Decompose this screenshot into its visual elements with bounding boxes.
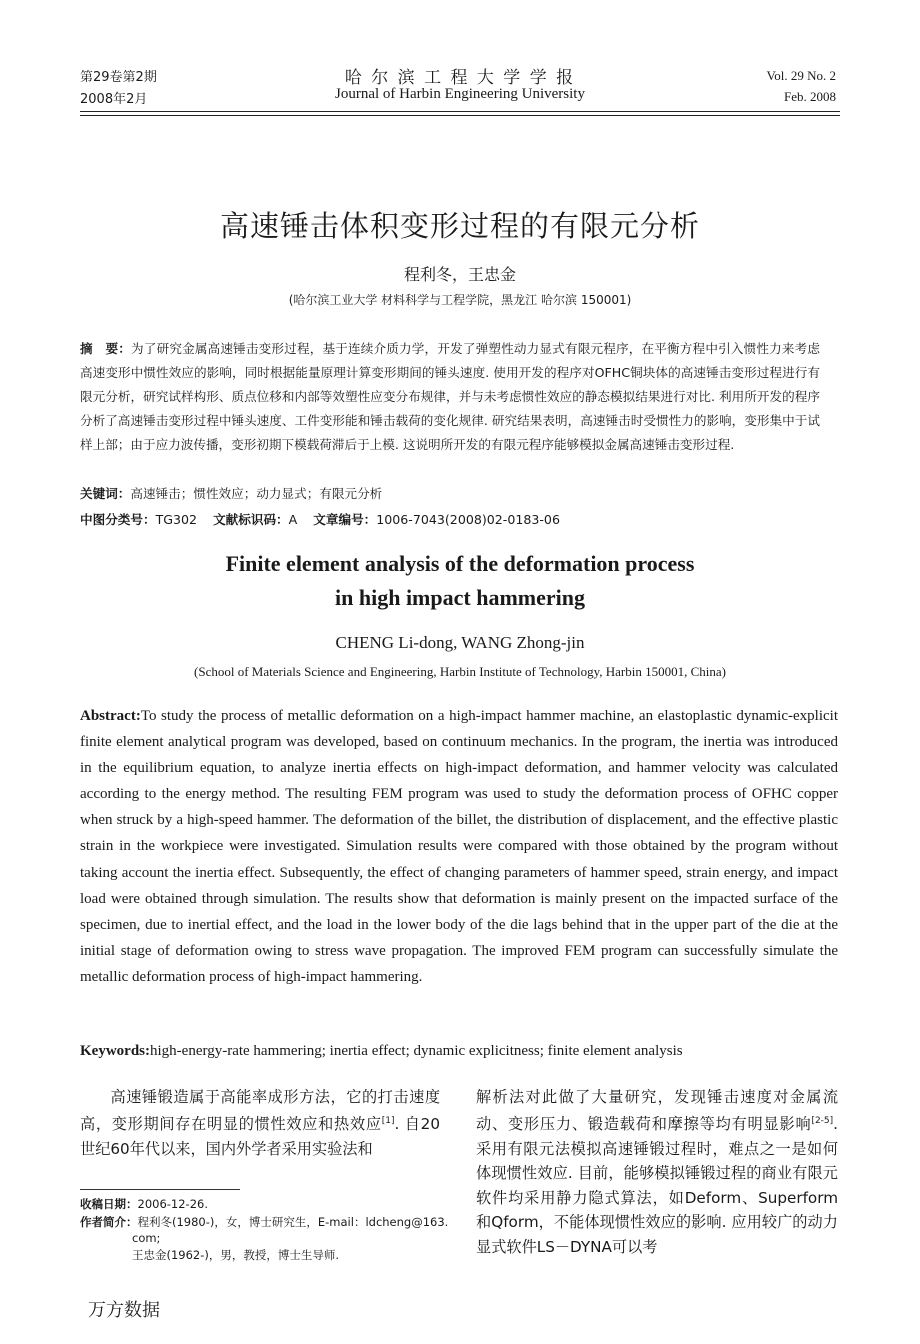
body-left-text-2: . 自20世纪60年代以来，国内外学者采用实验法和 bbox=[80, 1115, 441, 1158]
paper-title-en-line2: in high impact hammering bbox=[335, 585, 585, 610]
keywords-cn-label: 关键词： bbox=[80, 486, 131, 501]
classification-line bbox=[80, 509, 560, 528]
paper-title-en bbox=[0, 547, 920, 615]
abstract-cn-text: 为了研究金属高速锤击变形过程，基于连续介质力学，开发了弹塑性动力显式有限元程序，在平衡方程中引入惯性力来考虑高速变形中惯性效应的影响，同时根据能量原理计算变形期间的锤头速度. 使用开发的程序对OFHC铜块体的高速锤击变形过程进行有限元分析，研究试样构形、质点位移和内部等效塑性应变分布规律，并与未考虑惯性效应的静态模拟结果进行对比. 利用所开发的程序分析了高速锤击变形过程中锤头速度、工件变形能和锤击载荷的变化规律. 研究结果表明，高速锤击时受惯性力的影响，变形集中于试样上部；由于应力波传播，变形初期下模载荷滞后于上模. 这说明所开发的有限元程序能够模拟金属高速锤击变形过程. bbox=[80, 341, 821, 452]
doc-code-label: 文献标识码： bbox=[213, 512, 289, 527]
footnote-received bbox=[80, 1196, 208, 1213]
abstract-cn-label: 摘 要： bbox=[80, 341, 132, 356]
citation-1: [1] bbox=[381, 1116, 395, 1127]
paper-title-cn: 高速锤击体积变形过程的有限元分析 bbox=[219, 209, 700, 243]
affiliation-cn: (哈尔滨工业大学 材料科学与工程学院，黑龙江 哈尔滨 150001) bbox=[288, 293, 632, 307]
keywords-en-text: high-energy-rate hammering; inertia effect; dynamic explicitness; finite element analysis bbox=[150, 1043, 683, 1059]
bio-label: 作者简介： bbox=[80, 1215, 138, 1229]
authors-en: CHENG Li-dong, WANG Zhong-jin bbox=[335, 633, 585, 652]
footnote-bio-1 bbox=[80, 1214, 448, 1231]
doc-code-value: A bbox=[288, 512, 298, 527]
article-number-value: 1006-7043(2008)02-0183-06 bbox=[376, 512, 560, 527]
footnote-bio-2: 王忠金(1962-)，男，教授，博士生导师. bbox=[132, 1248, 340, 1262]
date-en: Feb. 2008 bbox=[784, 89, 836, 104]
affiliation-en: (School of Materials Science and Engineering, Harbin Institute of Technology, Harbin 150001, China) bbox=[194, 664, 726, 679]
abstract-en-text: To study the process of metallic deformation on a high-impact hammer machine, an elastoplastic dynamic-explicit finite element analytical program was developed, based on continuum mechanics. In the program, the inertia was introduced in the equilibrium equation, to analyze inertia effects on high-impact deformation, and hammer velocity was calculated according to the energy method. The resulting FEM program was used to study the deformation process of OFHC copper when struck by a high-speed hammer. The deformation of the billet, the distribution of displacement, and the effective plastic strain in the workpiece were investigated. Simulation results were compared with those obtained by the program without taking account the inertia effect. Subsequently, the effect of changing parameters of hammer speed, strain energy, and impact load were obtained through simulation. The results show that deformation is mainly present on the impacted surface of the specimen, due to inertial effect, and the load in the lower body of the die lags behind that in the upper part of the die at the initial stage of deformation owing to stress wave propagation. The improved FEM program can successfully simulate the metallic deformation process of high-impact hammering. bbox=[80, 708, 838, 985]
body-right-text: 解析法对此做了大量研究，发现锤击速度对金属流动、变形压力、锻造载荷和摩擦等均有明显影响 bbox=[476, 1088, 838, 1134]
journal-name-cn: 哈 尔 滨 工 程 大 学 学 报 bbox=[344, 68, 576, 88]
clc-label: 中图分类号： bbox=[80, 512, 156, 527]
journal-name-en: Journal of Harbin Engineering University bbox=[335, 86, 585, 102]
body-left-text: 高速锤锻造属于高能率成形方法，它的打击速度高，变形期间存在明显的惯性效应和热效应 bbox=[80, 1088, 440, 1134]
keywords-en bbox=[80, 1043, 683, 1060]
footnote-rule bbox=[80, 1189, 240, 1190]
bio-author-1: 程利冬(1980-)，女，博士研究生，E-mail：ldcheng@163. bbox=[137, 1215, 449, 1229]
date-cn: 2008年2月 bbox=[80, 92, 148, 107]
volume-issue-en: Vol. 29 No. 2 bbox=[766, 68, 836, 83]
received-label: 收稿日期： bbox=[80, 1197, 138, 1211]
keywords-cn-text: 高速锤击；惯性效应；动力显式；有限元分析 bbox=[130, 486, 383, 501]
article-number-label: 文章编号： bbox=[313, 512, 377, 527]
header-rule-thin bbox=[80, 115, 840, 116]
keywords-en-label: Keywords: bbox=[80, 1043, 150, 1059]
wanfang-watermark: 万方数据 bbox=[88, 1300, 160, 1321]
abstract-cn bbox=[80, 337, 820, 457]
body-column-right bbox=[476, 1085, 838, 1259]
keywords-cn bbox=[80, 483, 382, 502]
abstract-en-label: Abstract: bbox=[80, 708, 141, 724]
volume-issue-cn: 第29卷第2期 bbox=[80, 70, 157, 85]
clc-value: TG302 bbox=[155, 512, 198, 527]
body-right-text-2: . 采用有限元法模拟高速锤锻过程时，难点之一是如何体现惯性效应. 目前，能够模拟锤锻过程的商业有限元软件均采用静力隐式算法，如Deform、Superform和Qform，不能体现惯性效应的影响. 应用较广的动力显式软件LS－DYNA可以考 bbox=[476, 1115, 838, 1256]
abstract-en bbox=[80, 703, 838, 990]
header-rule bbox=[80, 111, 840, 112]
paper-title-en-line1: Finite element analysis of the deformation process bbox=[225, 551, 695, 576]
body-column-left bbox=[80, 1085, 440, 1161]
citation-2-5: [2-5] bbox=[811, 1116, 834, 1127]
footnote-bio-1-cont: com; bbox=[132, 1231, 161, 1245]
received-date: 2006-12-26. bbox=[137, 1197, 208, 1211]
authors-cn: 程利冬，王忠金 bbox=[403, 265, 516, 284]
